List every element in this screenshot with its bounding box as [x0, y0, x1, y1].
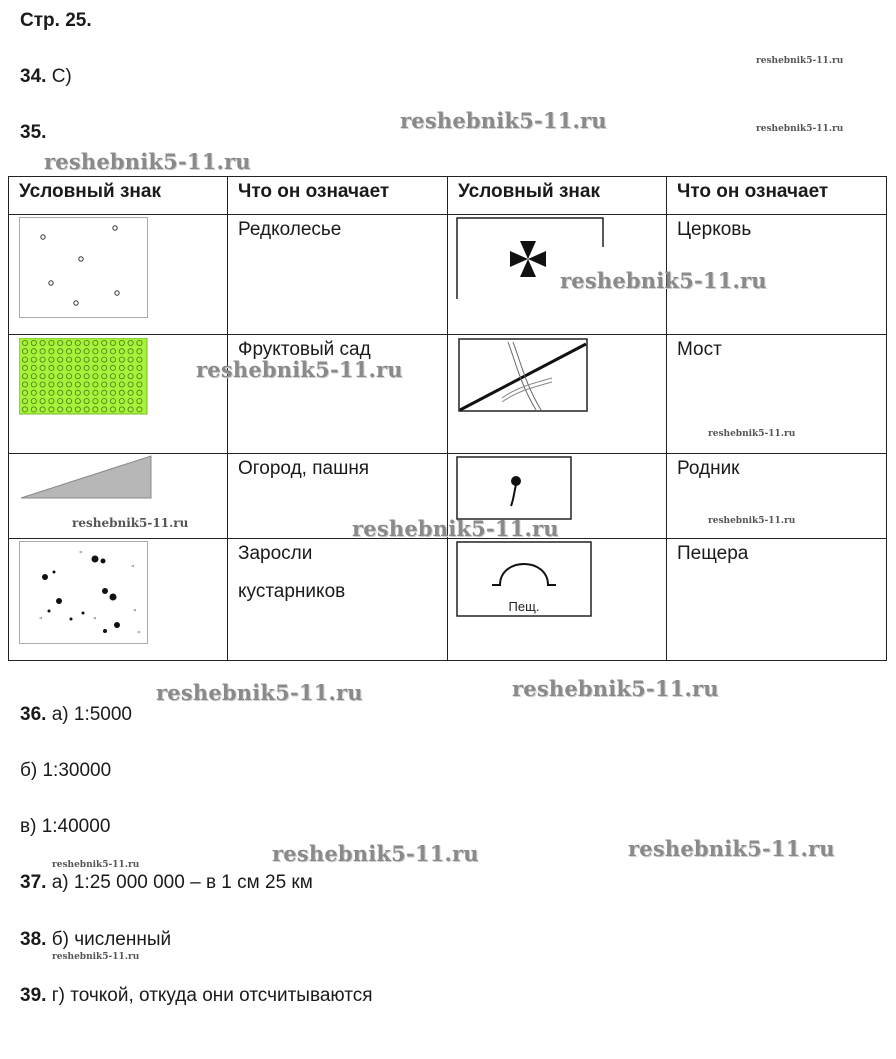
answer-text: а) 1:25 000 000 – в 1 см 25 км [51, 872, 313, 893]
watermark: reshebnik5-11.ru [52, 860, 140, 870]
svg-text:": " [137, 630, 141, 639]
answer-text: б) численный [51, 929, 172, 950]
meaning-spring: Родник [667, 454, 887, 539]
watermark: reshebnik5-11.ru [400, 108, 607, 133]
meaning-shrubs [228, 539, 448, 661]
answer-34 [20, 66, 72, 88]
answer-36a [20, 704, 132, 726]
cave-label: Пещ. [508, 599, 540, 614]
watermark: reshebnik5-11.ru [756, 56, 844, 66]
cave-symbol [448, 539, 667, 661]
question-number: 34. [20, 66, 47, 87]
watermark: reshebnik5-11.ru [352, 516, 559, 541]
watermark: reshebnik5-11.ru [196, 357, 403, 382]
meaning-orchard: Фруктовый сад [228, 335, 448, 454]
answer-text: г) точкой, откуда они отсчитываются [51, 985, 373, 1006]
shrubs-symbol [9, 539, 228, 661]
answer-37 [20, 872, 313, 894]
svg-text:": " [39, 616, 43, 625]
question-number: 37. [20, 872, 47, 893]
watermark: reshebnik5-11.ru [512, 676, 719, 701]
question-35-number: 35. [20, 122, 47, 143]
answer-text: С) [51, 66, 72, 87]
watermark: reshebnik5-11.ru [44, 149, 251, 174]
svg-text:": " [131, 564, 135, 573]
watermark: reshebnik5-11.ru [156, 680, 363, 705]
watermark: reshebnik5-11.ru [560, 268, 767, 293]
meaning-sparse-forest: Редколесье [228, 215, 448, 335]
answer-text: а) 1:5000 [51, 704, 132, 725]
meaning-bridge: Мост [667, 335, 887, 454]
page-label: Стр. 25. [20, 10, 92, 31]
question-number: 39. [20, 985, 47, 1006]
answer-38 [20, 929, 171, 951]
watermark: reshebnik5-11.ru [628, 836, 835, 861]
watermark: reshebnik5-11.ru [708, 429, 796, 439]
meaning-church: Церковь [667, 215, 887, 335]
header-meaning-left: Что он означает [228, 177, 448, 215]
watermark: reshebnik5-11.ru [72, 516, 189, 530]
svg-text:": " [79, 550, 83, 559]
answer-39 [20, 985, 373, 1007]
map-symbols-table [8, 176, 887, 661]
answer-36b: б) 1:30000 [20, 760, 112, 781]
svg-text:": " [93, 616, 97, 625]
meaning-field: Огород, пашня [228, 454, 448, 539]
orchard-symbol [9, 335, 228, 454]
svg-text:": " [133, 608, 137, 617]
question-number: 38. [20, 929, 47, 950]
watermark: reshebnik5-11.ru [52, 952, 140, 962]
bridge-symbol [448, 335, 667, 454]
meaning-shrubs-line-2: кустарников [238, 581, 346, 602]
header-meaning-right: Что он означает [667, 177, 887, 215]
answer-36c: в) 1:40000 [20, 816, 111, 837]
watermark: reshebnik5-11.ru [272, 841, 479, 866]
question-number: 36. [20, 704, 47, 725]
meaning-cave: Пещера [667, 539, 887, 661]
watermark: reshebnik5-11.ru [756, 124, 844, 134]
header-symbol-right: Условный знак [448, 177, 667, 215]
watermark: reshebnik5-11.ru [708, 516, 796, 526]
meaning-shrubs-line-1: Заросли [238, 543, 313, 564]
sparse-forest-symbol [9, 215, 228, 335]
header-symbol-left: Условный знак [9, 177, 228, 215]
